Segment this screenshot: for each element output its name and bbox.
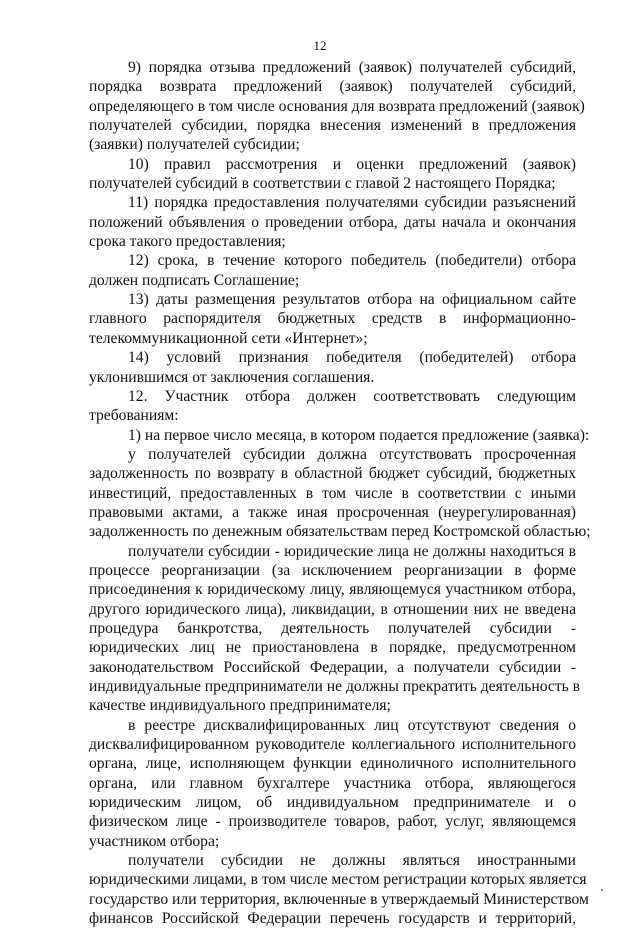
text-line: 14) условий признания победителя (победителей) отбора bbox=[128, 349, 576, 367]
text-line: государство или территория, включенные в утверждаемый Министерством bbox=[89, 890, 589, 908]
text-line: юридических лиц не приостановлена в порядке, предусмотренном bbox=[89, 639, 576, 657]
text-line: получатели субсидии не должны являться иностранными bbox=[128, 852, 576, 870]
text-line: 11) порядка предоставления получателями субсидии разъяснений bbox=[128, 194, 576, 212]
text-line: другого юридического лица), ликвидации, в отношении них не введена bbox=[89, 600, 576, 618]
text-line: финансов Российской Федерации перечень государств и территорий, bbox=[89, 910, 576, 928]
text-line: процессе реорганизации (за исключением реорганизации в форме bbox=[89, 561, 576, 579]
page-number: 12 bbox=[313, 38, 327, 53]
text-line: индивидуальные предприниматели не должны прекратить деятельность в bbox=[89, 678, 581, 695]
scan-speck bbox=[601, 889, 603, 891]
text-line: определяющего в том числе основания для возврата предложений (заявок) bbox=[89, 97, 585, 115]
text-line: дисквалифицированном руководителе коллегиального исполнительного bbox=[89, 736, 576, 754]
text-line: получателей субсидий в соответствии с главой 2 настоящего Порядка; bbox=[89, 175, 556, 193]
text-line: телекоммуникационной сети «Интернет»; bbox=[89, 329, 368, 347]
text-line: правовыми актами, а также иная просроченная (неурегулированная) bbox=[89, 503, 576, 521]
text-line: процедура банкротства, деятельность получателей субсидии - bbox=[89, 619, 576, 637]
text-line: (заявки) получателей субсидии; bbox=[89, 136, 300, 154]
text-line: должен подписать Соглашение; bbox=[89, 271, 300, 289]
text-line: у получателей субсидии должна отсутствовать просроченная bbox=[128, 445, 576, 463]
text-line: 12. Участник отбора должен соответствовать следующим bbox=[128, 387, 576, 405]
text-line: получателей субсидии, порядка внесения изменений в предложения bbox=[89, 117, 576, 135]
text-line: положений объявления о проведении отбора, даты начала и окончания bbox=[89, 213, 576, 231]
text-line: 10) правил рассмотрения и оценки предложений (заявок) bbox=[128, 155, 576, 173]
text-line: уклонившимся от заключения соглашения. bbox=[89, 368, 375, 386]
text-line: 13) даты размещения результатов отбора на официальном сайте bbox=[128, 291, 576, 309]
text-line: срока такого предоставления; bbox=[89, 233, 286, 251]
text-line: 1) на первое число месяца, в котором подается предложение (заявка): bbox=[128, 426, 590, 444]
text-line: требованиям: bbox=[89, 407, 179, 425]
text-line: главного распорядителя бюджетных средств в информационно- bbox=[89, 310, 576, 328]
text-line: законодательством Российской Федерации, а получатели субсидии - bbox=[89, 658, 576, 676]
text-line: участником отбора; bbox=[89, 832, 220, 850]
text-line: в реестре дисквалифицированных лиц отсутствуют сведения о bbox=[128, 716, 576, 734]
document-body bbox=[89, 58, 591, 928]
text-line: 9) порядка отзыва предложений (заявок) получателей субсидий, bbox=[128, 59, 576, 76]
text-line: 12) срока, в течение которого победитель (победители) отбора bbox=[128, 252, 576, 270]
text-line: задолженность по денежным обязательствам перед Костромской областью; bbox=[89, 523, 591, 541]
text-line: качестве индивидуального предпринимателя; bbox=[89, 697, 391, 715]
text-line: присоединения к юридическому лицу, являющемуся участником отбора, bbox=[89, 581, 576, 599]
text-line: получатели субсидии - юридические лица не должны находиться в bbox=[128, 542, 576, 560]
text-line: задолженность по возврату в областной бюджет субсидий, бюджетных bbox=[89, 465, 576, 483]
text-line: органа, лице, исполняющем функции единоличного исполнительного bbox=[89, 755, 576, 773]
text-line: юридическими лицами, в том числе местом регистрации которых является bbox=[89, 871, 587, 889]
text-line: юридическим лицом, об индивидуальном предпринимателе и о bbox=[89, 794, 576, 812]
text-line: органа, или главном бухгалтере участника отбора, являющегося bbox=[89, 774, 576, 792]
text-line: порядка возврата предложений (заявок) получателей субсидий, bbox=[89, 78, 576, 96]
text-line: инвестиций, предоставленных в том числе в соответствии с иными bbox=[89, 484, 576, 502]
text-line: физическом лице - производителе товаров, работ, услуг, являющемся bbox=[89, 813, 576, 831]
